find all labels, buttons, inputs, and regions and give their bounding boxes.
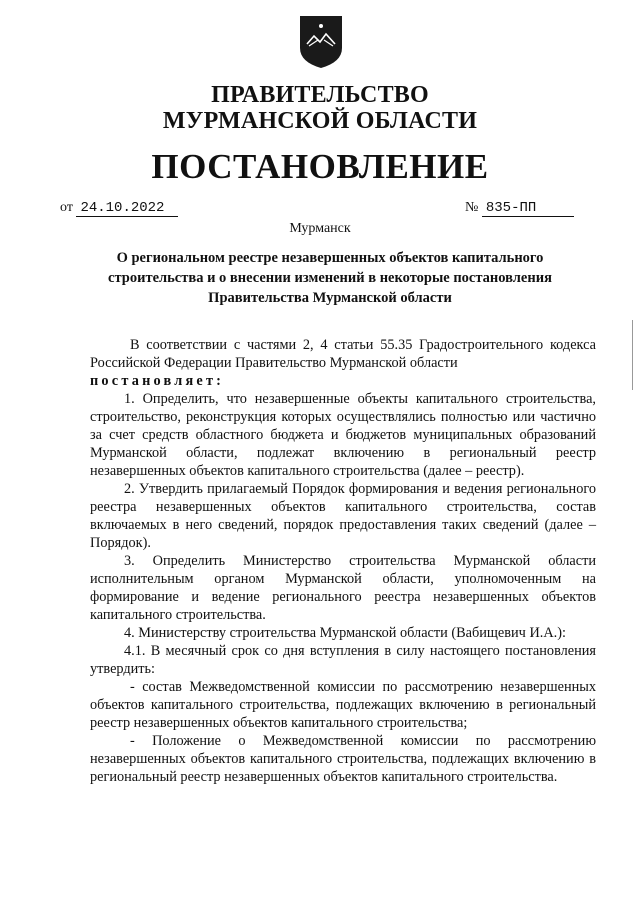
org-name-line1: ПРАВИТЕЛЬСТВО (211, 82, 429, 108)
paragraph-1: 1. Определить, что незавершенные объекты капитального строительства, строительство, реконструкция которых осуществлялись полностью или частично за счет средств областного бюджета и бюджетов муниципальных образований Мурманской области, подлежат включению в региональный реестр незавершенных объектов капитального строительства (далее – реестр). (90, 391, 596, 479)
coat-of-arms-emblem-icon (298, 14, 344, 70)
scan-edge-mark (632, 320, 636, 390)
paragraph-4: 4. Министерству строительства Мурманской области (Вабищевич И.А.): (124, 625, 566, 641)
list-item-2: - Положение о Межведомственной комиссии по рассмотрению незавершенных объектов капитального строительства, подлежащих включению в региональный реестр незавершенных объектов капитального строительства. (90, 733, 596, 785)
title-line3: Правительства Мурманской области (208, 290, 452, 306)
document-title (80, 248, 580, 308)
number-field (465, 200, 574, 217)
city-name: Мурманск (289, 221, 351, 236)
number-value: 835-ПП (485, 200, 537, 216)
title-line2: строительства и о внесении изменений в некоторые постановления (108, 270, 552, 286)
document-body (90, 336, 596, 786)
date-field (60, 200, 178, 217)
document-type-heading: ПОСТАНОВЛЕНИЕ (151, 147, 489, 186)
date-value: 24.10.2022 (80, 200, 165, 216)
paragraph-4-1: 4.1. В месячный срок со дня вступления в силу настоящего постановления утвердить: (90, 643, 596, 677)
title-line1: О региональном реестре незавершенных объектов капитального (116, 250, 544, 266)
org-name-line2: МУРМАНСКОЙ ОБЛАСТИ (162, 108, 478, 134)
paragraph-2: 2. Утвердить прилагаемый Порядок формирования и ведения регионального реестра незавершенных объектов капитального строительства, состав включаемых в него сведений, порядок предоставления таких сведений (далее – Порядок). (90, 481, 596, 551)
preamble: В соответствии с частями 2, 4 статьи 55.35 Градостроительного кодекса Российской Федерации Правительство Мурманской области (90, 337, 596, 371)
date-value-underline (76, 200, 178, 217)
paragraph-3: 3. Определить Министерство строительства Мурманской области исполнительным органом Мурманской области, уполномоченным на формирование и ведение регионального реестра незавершенных объектов капитального строительства. (90, 553, 596, 623)
number-value-underline (482, 200, 574, 217)
decree-word: постановляет: (90, 373, 225, 389)
number-prefix: № (465, 200, 479, 215)
date-prefix: от (60, 200, 73, 215)
list-item-1: - состав Межведомственной комиссии по рассмотрению незавершенных объектов капитального строительства, подлежащих включению в региональный реестр незавершенных объектов капитального строительства; (90, 679, 596, 731)
